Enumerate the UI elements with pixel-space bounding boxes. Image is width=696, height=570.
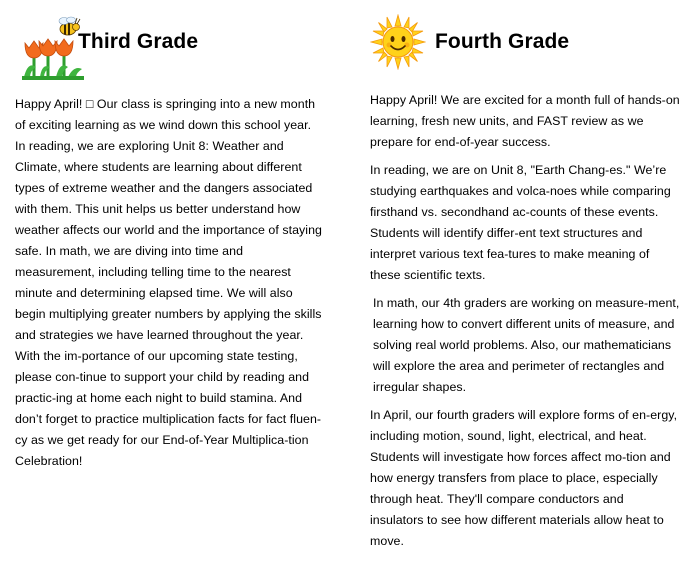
third-grade-column (15, 0, 323, 472)
third-grade-header (15, 0, 323, 90)
fourth-grade-header (370, 0, 680, 90)
third-grade-body: Happy April! □ Our class is springing into a new month of exciting learning as we wind down this school year. In reading, we are exploring Unit 8: Weather and Climate, where students are learning about different types of extreme weather and the dangers associated with them. This unit helps us better understand how weather affects our world and the importance of staying safe. In math, we are diving into time and measurement, including telling time to the nearest minute and determining elapsed time. We will also begin multiplying greater numbers by applying the skills and strategies we have learned throughout the year. With the im-portance of our upcoming state testing, please con-tinue to support your child by reading and practic-ing at home each night to build stamina. And don’t forget to practice multiplication facts for fact fluen-cy as we get ready for our End-of-Year Multiplica-tion Celebration! (15, 97, 322, 468)
smiling-sun-icon (370, 14, 426, 70)
tulips-bee-icon (22, 15, 84, 81)
fourth-grade-reading-paragraph: In reading, we are on Unit 8, "Earth Chang-es." We’re studying earthquakes and volca-noes while comparing firsthand vs. secondhand ac-counts of these events. Students will identify differ-ent text structures and interpret various text fea-tures to make meaning of these scientific texts. (370, 163, 671, 282)
fourth-grade-math-paragraph: In math, our 4th graders are working on measure-ment, learning how to convert different units of measure, and solving real world problems. Also, our mathematicians will explore the area and perimeter of rectangles and irregular shapes. (373, 296, 680, 394)
fourth-grade-science-paragraph: In April, our fourth graders will explore forms of en-ergy, including motion, sound, light, electrical, and heat. Students will investigate how forces affect mo-tion and how energy transfers from place to place, especially through heat. They'll compare conductors and insulators to see how different materials allow heat to move. (370, 408, 678, 548)
fourth-grade-intro-paragraph: Happy April! We are excited for a month full of hands-on learning, fresh new units, and FAST review as we prepare for end-of-year success. (370, 93, 680, 149)
fourth-grade-column (370, 0, 680, 552)
third-grade-title: Third Grade (78, 30, 199, 53)
fourth-grade-title: Fourth Grade (435, 30, 570, 53)
